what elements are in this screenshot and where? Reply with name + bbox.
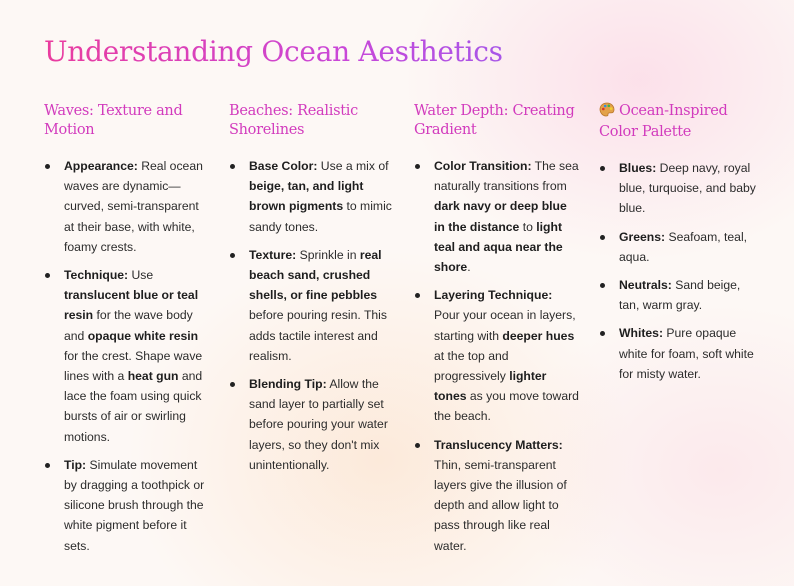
text-run: Deep navy, royal blue, turquoise, and baby blue. xyxy=(619,161,756,216)
bold-text: Base Color: xyxy=(249,159,318,173)
bold-text: Layering Technique: xyxy=(434,288,553,303)
bullet-icon xyxy=(415,443,420,448)
bold-text: translucent blue or teal resin xyxy=(64,288,199,323)
text-run: . xyxy=(467,260,471,275)
text-run: Simulate movement by dragging a toothpick or silicone brush through the white pigment before it sets. xyxy=(64,457,205,553)
list-item xyxy=(599,227,759,267)
bullet-list xyxy=(44,156,210,556)
column-waves xyxy=(44,102,210,564)
bullet-list xyxy=(414,156,580,556)
bold-text: real beach sand, crushed shells, or fine pebbles xyxy=(249,247,382,303)
bold-text: Tip: xyxy=(64,457,87,472)
bullet-icon xyxy=(415,293,420,298)
list-item xyxy=(414,435,580,556)
text-run: and lace the foam using quick bursts of air or swirling motions. xyxy=(64,369,203,444)
text-run: to xyxy=(519,219,537,234)
column-heading: Water Depth: Creating Gradient xyxy=(414,103,575,138)
text-run: Thin, semi-transparent layers give the illusion of depth and allow light to pass through like real water. xyxy=(434,457,567,553)
column-heading: Waves: Texture and Motion xyxy=(44,103,183,138)
bold-text: Neutrals: xyxy=(619,278,672,293)
text-run: at the top and progressively xyxy=(434,348,510,384)
text-run: to mimic sandy tones. xyxy=(249,199,392,234)
bold-text: Technique: xyxy=(64,268,129,283)
bullet-icon xyxy=(45,164,50,169)
bold-text: Whites: xyxy=(619,326,664,341)
bullet-icon xyxy=(600,331,605,336)
list-item xyxy=(44,455,210,556)
text-run: Pure opaque white for foam, soft white for misty water. xyxy=(619,326,754,381)
text-run: Seafoam, teal, aqua. xyxy=(619,229,748,264)
bold-text: Blending Tip: xyxy=(249,377,327,392)
bullet-icon xyxy=(45,273,50,278)
bold-text: Blues: xyxy=(619,161,657,175)
bold-text: heat gun xyxy=(127,369,179,384)
bullet-icon xyxy=(415,164,420,169)
list-item xyxy=(229,245,395,366)
bullet-icon xyxy=(45,463,50,468)
list-item xyxy=(414,156,580,277)
column-heading: Beaches: Realistic Shorelines xyxy=(229,103,358,138)
bold-text: dark navy or deep blue in the distance xyxy=(434,199,567,234)
bold-text: deeper hues xyxy=(502,328,575,343)
text-run: Use a mix of xyxy=(317,159,389,173)
text-run: Sprinkle in xyxy=(296,247,360,262)
text-run: for the crest. Shape wave lines with a xyxy=(64,348,203,384)
bullet-icon xyxy=(600,166,605,171)
bullet-list xyxy=(599,158,759,384)
bullet-icon xyxy=(230,382,235,387)
text-run: for the wave body and xyxy=(64,308,193,343)
bullet-icon xyxy=(600,235,605,240)
text-run: Sand beige, tan, warm gray. xyxy=(619,278,741,313)
column-heading-text: Ocean-Inspired Color Palette xyxy=(599,103,728,140)
list-item xyxy=(229,156,395,237)
bullet-icon xyxy=(230,253,235,258)
bold-text: light teal and aqua near the shore xyxy=(434,219,563,275)
column-heading xyxy=(599,102,759,142)
bold-text: Texture: xyxy=(249,247,297,262)
list-item xyxy=(414,285,580,426)
bold-text: Greens: xyxy=(619,229,666,244)
bold-text: opaque white resin xyxy=(87,328,199,343)
list-item xyxy=(44,156,210,257)
text-run: Pour your ocean in layers, starting with xyxy=(434,308,576,343)
list-item xyxy=(599,275,759,315)
bullet-icon xyxy=(600,283,605,288)
palette-icon xyxy=(599,102,615,123)
text-run: The sea naturally transitions from xyxy=(434,159,579,194)
bold-text: Appearance: xyxy=(64,159,138,173)
bold-text: lighter tones xyxy=(434,369,547,404)
column-color-palette xyxy=(599,102,759,392)
text-run: Allow the sand layer to partially set before pouring your water layers, so they don't mix unintentionally. xyxy=(249,377,388,472)
bold-text: beige, tan, and light brown pigments xyxy=(249,179,364,214)
page-title: Understanding Ocean Aesthetics xyxy=(44,35,503,68)
bold-text: Color Transition: xyxy=(434,159,532,173)
list-item xyxy=(599,158,759,219)
list-item xyxy=(229,374,395,475)
list-item xyxy=(44,265,210,447)
bullet-list xyxy=(229,156,395,475)
text-run: as you move toward the beach. xyxy=(434,389,579,424)
text-run: before pouring resin. This adds tactile interest and realism. xyxy=(249,308,387,363)
text-run: Use xyxy=(128,268,154,283)
bullet-icon xyxy=(230,164,235,169)
list-item xyxy=(599,323,759,384)
bold-text: Translucency Matters: xyxy=(434,437,563,452)
text-run: Real ocean waves are dynamic—curved, semi-transparent at their base, with white, foamy crests. xyxy=(64,159,203,254)
column-beaches xyxy=(229,102,395,483)
column-water-depth xyxy=(414,102,580,564)
